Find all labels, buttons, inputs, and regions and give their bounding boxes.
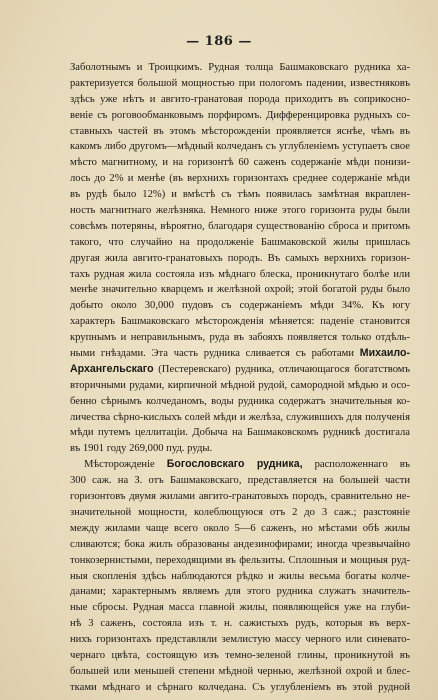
text-line: [70, 632, 410, 648]
text-run: здѣсь уже нѣтъ и авгито-гранатовая порода приходитъ въ соприкосно-: [70, 93, 410, 105]
text-line: [70, 171, 410, 187]
text-line: [70, 441, 410, 457]
text-run: чернаго цвѣта, состоящую изъ темно-зеленой глины, проникнутой въ: [70, 649, 410, 661]
text-run: въ рудѣ было 12%) и вмѣстѣ съ тѣмъ появилась замѣтная вкраплен-: [70, 189, 410, 201]
text-run: ставныхъ частей въ этомъ мѣсторожденіи проявляется яснѣе, чѣмъ въ: [70, 125, 410, 137]
text-run: большей или меньшей степени мѣдной чернью, желѣзной охрой и блес-: [70, 665, 410, 677]
text-line: [70, 425, 410, 441]
text-run: горизонтовъ двумя жилами авгито-гранатовыхъ породъ, сравнительно не-: [70, 491, 410, 503]
text-line: [70, 187, 410, 203]
text-line: [70, 489, 410, 505]
text-line: [70, 330, 410, 346]
text-line: [70, 282, 410, 298]
bold-term: Архангельскаго: [70, 362, 154, 375]
text-line: [70, 76, 410, 92]
text-run: вторичными рудами, кирпичной мѣдной рудой, самородной мѣдью и осо-: [70, 379, 410, 391]
text-line: [70, 378, 410, 394]
text-line: [70, 664, 410, 680]
text-line: [70, 124, 410, 140]
text-line: [70, 457, 410, 473]
page-body-text: [70, 60, 410, 696]
text-run: 300 саж. на З. отъ Башмаковскаго, представляется на большей части: [70, 475, 410, 487]
text-line: [70, 537, 410, 553]
text-line: [70, 267, 410, 283]
text-line: [70, 235, 410, 251]
bold-term: Михаило-: [359, 347, 410, 360]
text-run: значительной мощности, колеблющуюся отъ 2 до 3 саж.; разстояніе: [70, 506, 410, 518]
text-run: личества сѣрно-кислыхъ солей мѣди и желѣза, служившихъ для полученія: [70, 411, 410, 423]
text-line: [70, 139, 410, 155]
text-run: расположеннаго въ: [302, 459, 410, 471]
text-run: данами; характернымъ являемъ для этого рудника служатъ значитель-: [70, 586, 410, 598]
text-line: [70, 346, 410, 362]
text-run: ность магнитнаго желѣзняка. Немного ниже этого горизонта руды были: [70, 205, 410, 217]
text-run: Мѣсторожденіе: [84, 459, 167, 471]
text-run: крупнымъ и неправильнымъ, руда въ забояхъ появляется только отдѣль-: [70, 332, 410, 344]
text-line: [70, 219, 410, 235]
text-run: мѣсто магнитному, и на горизонтѣ 60 саженъ содержаніе мѣди понизи-: [70, 157, 410, 169]
text-run: ными гнѣздами. Эта часть рудника сливается съ работами: [70, 348, 360, 360]
bold-term: Богословскаго рудника,: [166, 458, 303, 471]
text-line: [70, 680, 410, 696]
text-run: ныя скопленія здѣсь наблюдаются рѣдко и жилы весьма богаты колче-: [70, 570, 410, 582]
text-run: менѣе значительно кварцемъ и желѣзной охрой; этой богатой руды было: [70, 284, 410, 296]
text-line: [70, 616, 410, 632]
text-run: нихъ горизонтахъ представляли землистую массу черного или синевато-: [70, 634, 410, 646]
text-run: совсѣмъ потеряны, вѣроятно, благодаря существованію сброса и притомъ: [70, 220, 410, 232]
text-line: [70, 473, 410, 489]
paragraph: [70, 60, 410, 457]
text-line: [70, 584, 410, 600]
text-line: [70, 648, 410, 664]
text-line: [70, 314, 410, 330]
text-line: [70, 394, 410, 410]
text-line: [70, 600, 410, 616]
text-line: [70, 251, 410, 267]
text-run: такого, что случайно на продолженіе Башмаковской жилы пришлась: [70, 236, 410, 248]
text-run: добыто около 30,000 пудовъ съ содержаніемъ мѣди 34%. Къ югу: [70, 300, 410, 312]
text-run: веніе съ роговообманковымъ порфиромъ. Дифференцировка рудныхъ со-: [70, 109, 410, 121]
text-line: [70, 505, 410, 521]
text-run: тахъ рудная жила состояла изъ мѣднаго блеска, проникнутаго болѣе или: [70, 268, 410, 280]
text-line: [70, 60, 410, 76]
text-line: [70, 362, 410, 378]
text-run: тонкозернистыми, переходящими въ фельзиты. Сплошныя и мощныя руд-: [70, 554, 410, 566]
paragraph: [70, 457, 410, 695]
text-line: [70, 108, 410, 124]
text-run: тками мѣднаго и сѣрнаго колчедана. Съ углубленіемъ въ этой рудной: [70, 681, 410, 693]
text-run: какомъ либо другомъ—мѣдный колчеданъ съ углубленіемъ уступаетъ свое: [70, 141, 410, 153]
text-run: (Пестеревскаго) рудника, отличающагося богатствомъ: [153, 363, 410, 375]
text-line: [70, 569, 410, 585]
text-line: [70, 553, 410, 569]
text-run: Заболотнымъ и Троицкимъ. Рудная толща Башмаковскаго рудника ха-: [70, 62, 410, 73]
text-line: [70, 203, 410, 219]
text-run: въ 1901 году 269,000 пуд. руды.: [70, 443, 213, 455]
text-run: нѣ 3 саженъ, состояла изъ т. н. сажистыхъ рудъ, которыя въ верх-: [70, 618, 410, 630]
page-number: — 186 —: [186, 34, 252, 49]
text-run: характеръ Башмаковскаго мѣсторожденія мѣняется: паденіе становится: [70, 316, 410, 328]
text-run: мѣди путемъ целлитаціи. Добыча на Башмаковскомъ рудникѣ достигала: [70, 427, 410, 439]
text-run: между жилами чаще всего около 5—6 саженъ, но мѣстами обѣ жилы: [70, 522, 410, 534]
text-line: [70, 155, 410, 171]
text-run: лось до 2% и менѣе (въ верхнихъ горизонтахъ среднее содержаніе мѣди: [70, 173, 410, 185]
text-line: [70, 92, 410, 108]
text-run: другая жила авгито-гранатовыхъ породъ. Въ самыхъ верхнихъ горизон-: [70, 252, 410, 264]
text-run: бенно сѣрнымъ колчеданомъ, воды рудника содержатъ значительныя ко-: [70, 395, 410, 407]
text-run: рактеризуется большой мощностью при пологомъ падении, известняковъ: [70, 77, 410, 89]
text-line: [70, 410, 410, 426]
text-line: [70, 521, 410, 537]
text-line: [70, 298, 410, 314]
text-run: ные сбросы. Рудная масса главной жилы, появляющейся уже на глуби-: [70, 602, 410, 614]
text-run: сливаются; бока жилъ образованы андезинофирами; иногда чрезвычайно: [70, 538, 410, 550]
